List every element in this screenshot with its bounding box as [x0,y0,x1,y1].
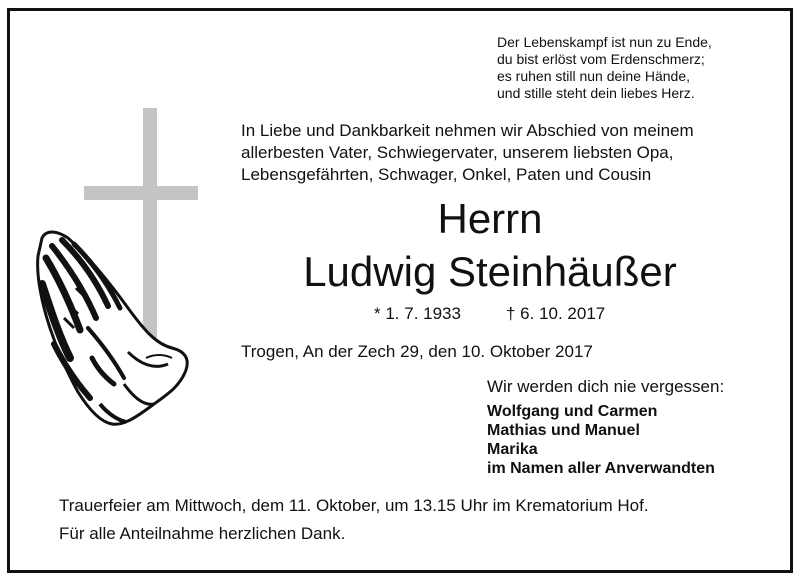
mourner-name: im Namen aller Anverwandten [487,460,715,477]
praying-hands-cross-artwork [28,108,198,443]
honorific-title: Herrn [437,195,543,242]
intro-line: allerbesten Vater, Schwiegervater, unserem liebsten Opa, [241,143,674,162]
verse-line: Der Lebenskampf ist nun zu Ende, [497,34,712,50]
birth-date: * 1. 7. 1933 [374,304,461,323]
praying-hands-icon [38,232,188,424]
verse-line: und stille steht dein liebes Herz. [497,85,695,101]
funeral-service-info: Trauerfeier am Mittwoch, dem 11. Oktober, um 13.15 Uhr im Krematorium Hof. [59,496,649,515]
verse-line: es ruhen still nun deine Hände, [497,68,691,84]
mourner-name: Wolfgang und Carmen [487,403,658,420]
place-and-date: Trogen, An der Zech 29, den 10. Oktober 2017 [241,342,593,361]
mourners-intro: Wir werden dich nie vergessen: [487,377,725,396]
death-date: † 6. 10. 2017 [506,304,606,323]
deceased-name: Ludwig Steinhäußer [303,248,677,295]
mourner-name: Marika [487,441,538,458]
intro-line: Lebensgefährten, Schwager, Onkel, Paten und Cousin [241,165,652,184]
mourner-name: Mathias und Manuel [487,422,640,439]
intro-text [241,120,694,186]
intro-line: In Liebe und Dankbarkeit nehmen wir Abschied von meinem [241,121,694,140]
thanks-note: Für alle Anteilnahme herzlichen Dank. [59,524,346,543]
mourners-list [487,402,715,478]
verse-line: du bist erlöst vom Erdenschmerz; [497,51,705,67]
verse-block [497,34,712,102]
cross-and-hands-svg [28,108,198,438]
